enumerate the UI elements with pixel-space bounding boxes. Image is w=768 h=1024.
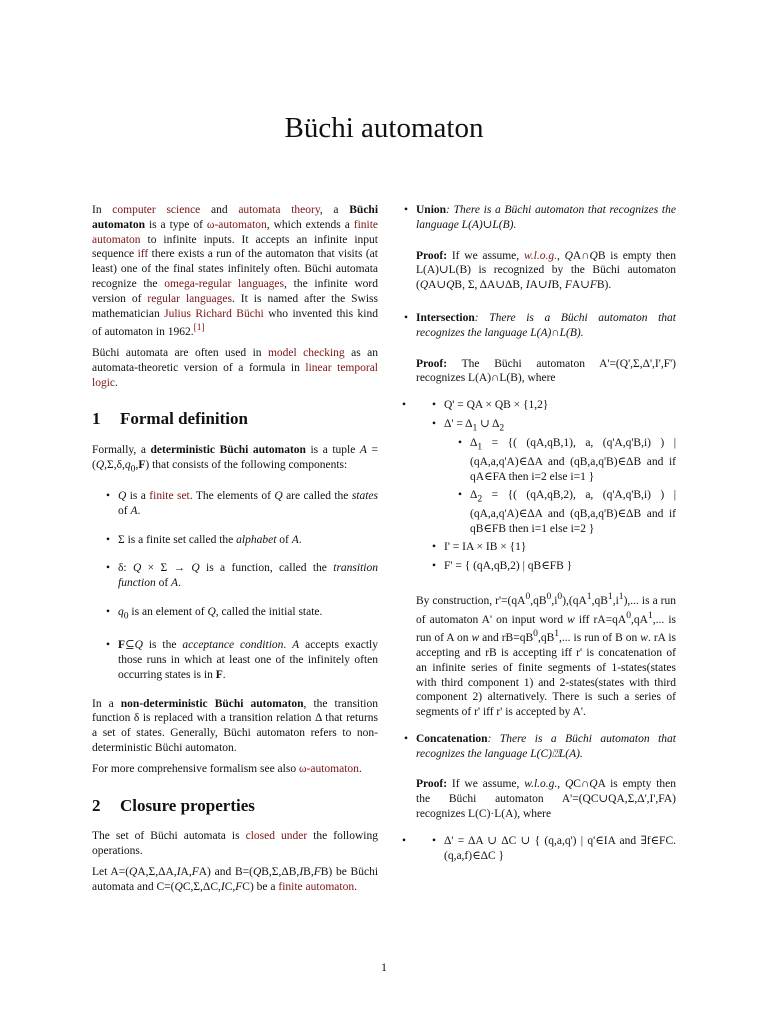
link-automata-theory[interactable]: automata theory — [238, 204, 320, 216]
link-omega-automaton[interactable]: ω-automaton — [206, 218, 267, 231]
construction-paragraph: By construction, $r'=(qA^0,qB^0,i^0),(qA^1,qB^1,i^1)$,... is a run of automaton A' on input word w iff $rA=qA^0,qA^1$,... is run of A on w and $rB=qB^0,qB^1$,... is run of B on w. rA is accepting and rB is accepting iff r' is concatenation of an infinite series of finite segments of 1-states(states with third component 1) and 2-states(states with third component 2) alternatively. There is such a series of segments of r' iff r' is accepted by A'. — [416, 591, 677, 719]
formal-definition-paragraph: Formally, a deterministic Büchi automaton is a tuple $A = (Q,\Sigma,\delta,q_0,F)$ that consists of the following components: — [92, 444, 378, 475]
union-item: • Union: There is a Büchi automaton that recognizes the language L(A)∪L(B). — [416, 203, 676, 233]
section-heading-closure-properties: 2 Closure properties — [92, 795, 255, 815]
nondeterministic-paragraph: In a non-deterministic Büchi automaton, the transition function δ is replaced with a transition relation Δ that returns a set of states. Generally, Büchi automaton refers to non-deterministic Büchi automaton. — [92, 697, 378, 754]
reference-1[interactable]: [1] — [193, 322, 205, 334]
section-heading-formal-definition: 1 Formal definition — [92, 409, 248, 429]
list-item: • δ: Q × Σ → Q is a function, called the transition function of A. — [118, 561, 378, 591]
page-number: 1 — [381, 960, 387, 974]
formalism-paragraph: For more comprehensive formalism see also ω-automaton. — [92, 762, 362, 775]
intersection-item: • Intersection: There is a Büchi automaton that recognizes the language L(A)∩L(B). — [416, 311, 676, 341]
concatenation-definitions — [402, 834, 676, 864]
page-title: Büchi automaton — [284, 112, 484, 144]
link-linear-temporal-logic[interactable]: linear temporal logic — [92, 361, 378, 389]
list-item: • Σ is a finite set called the alphabet of A. — [118, 533, 378, 548]
union-proof: Proof: If we assume, w.l.o.g., QA∩QB is empty then L(A)∪L(B) is recognized by the Büchi automaton (QA∪QB, Σ, ΔA∪ΔB, IA∪IB, FA∪FB). — [416, 249, 677, 292]
link-finite-automaton[interactable]: finite automaton — [92, 218, 379, 246]
components-list — [92, 489, 378, 682]
closure-paragraph: The set of Büchi automata is closed under the following operations. — [92, 830, 378, 858]
intersection-definitions — [402, 398, 676, 574]
link-regular-languages[interactable]: regular languages — [147, 292, 232, 305]
link-closed-under[interactable]: closed under — [245, 830, 308, 843]
list-item: • $\Delta_1$ = {( (qA,qB,1), a, (q'A,q'B,i) ) | (qA,a,q'A)∈ΔA and (qB,a,q'B)∈ΔB and if qA∈FA then i=2 else i=1 } — [470, 436, 676, 485]
intro-paragraph-2: Büchi automata are often used in model checking as an automata-theoretic version of a formula in linear temporal logic. — [92, 347, 378, 389]
closure-definitions-paragraph: Let A=(QA,Σ,ΔA,IA,FA) and B=(QB,Σ,ΔB,IB,FB) be Büchi automata and C=(QC,Σ,ΔC,IC,FC) be a finite automaton. — [92, 865, 379, 893]
intersection-proof: Proof: The Büchi automaton A'=(Q',Σ,Δ',I',F') recognizes L(A)∩L(B), where — [416, 357, 676, 385]
intersection-list — [402, 311, 676, 341]
link-iff[interactable]: iff — [137, 248, 149, 261]
link-wlog[interactable]: w.l.o.g. — [523, 249, 557, 262]
list-item: • Q is a finite set. The elements of Q are called the states of A. — [118, 489, 378, 519]
intro-paragraph: In computer science and automata theory, a Büchi automaton is a type of ω-automaton, which extends a finite automaton to infinite inputs. It accepts an infinite input sequence iff there exists a run of the automaton that visits (at least) one of the final states infinitely often. Büchi automata recognize the omega-regular languages, the infinite word version of regular languages. It is named after the Swiss mathematician Julius Richard Büchi who invented this kind of automaton in 1962.[1] — [92, 204, 379, 339]
list-item — [416, 834, 676, 864]
link-computer-science[interactable]: computer science — [112, 204, 201, 216]
link-finite-set[interactable]: finite set — [149, 490, 190, 503]
list-item: • F⊆Q is the acceptance condition. A accepts exactly those runs in which at least one of the infinitely often occurring states is in F. — [118, 638, 378, 682]
closure-operations-list — [402, 203, 676, 233]
link-model-checking[interactable]: model checking — [267, 347, 345, 359]
list-item: • $\Delta' = \Delta_1$ ∪ $\Delta_2$ • $\Delta_1$ = {( (qA,qB,1), a, (q'A,q'B,i) ) | (qA,a,q'A)∈ΔA and (qB,a,q'B)∈ΔB and if qA∈FA then i=2 else i=1 } • $\Delta_2$ = {( (qA,qB,2), a, (q'A,q'B,i) ) | (qA,a,q'A)∈ΔA and (qB,a,q'B)∈ΔB and if qB∈FB then i=1 else i=2 } — [444, 417, 676, 536]
concatenation-list — [402, 732, 676, 762]
concatenation-proof: Proof: If we assume, w.l.o.g., QC∩QA is empty then the Büchi automaton A'=(QC∪QA,Σ,Δ',I',FA) recognizes L(C)·L(A), where — [416, 778, 676, 821]
link-finite-automaton-2[interactable]: finite automaton — [278, 880, 355, 893]
concatenation-item: • Concatenation: There is a Büchi automaton that recognizes the language L(C)⍰L(A). — [416, 732, 676, 762]
list-item: • I' = IA × IB × {1} — [444, 540, 676, 555]
link-omega-regular-languages[interactable]: omega-regular languages — [164, 277, 285, 290]
list-item: • F' = { (qA,qB,2) | qB∈FB } — [444, 559, 676, 574]
left-column — [92, 203, 378, 901]
link-omega-automaton-2[interactable]: ω-automaton — [298, 762, 359, 775]
list-item: • $\Delta_2$ = {( (qA,qB,2), a, (q'A,q'B,i) ) | (qA,a,q'A)∈ΔA and (qB,a,q'B)∈ΔB and if qB∈FB then i=1 else i=2 } — [470, 488, 676, 537]
right-column — [402, 203, 676, 867]
list-item: • • Δ' = ΔA ∪ ΔC ∪ { (q,a,q') | q'∈IA and ∃f∈FC. (q,a,f)∈ΔC } — [444, 834, 676, 864]
link-julius-richard-buchi[interactable]: Julius Richard Büchi — [164, 307, 264, 320]
list-item — [416, 398, 676, 574]
list-item: • $q_0$ is an element of Q, called the initial state. — [118, 605, 378, 624]
list-item: • • Q' = QA × QB × {1,2} — [444, 398, 676, 413]
